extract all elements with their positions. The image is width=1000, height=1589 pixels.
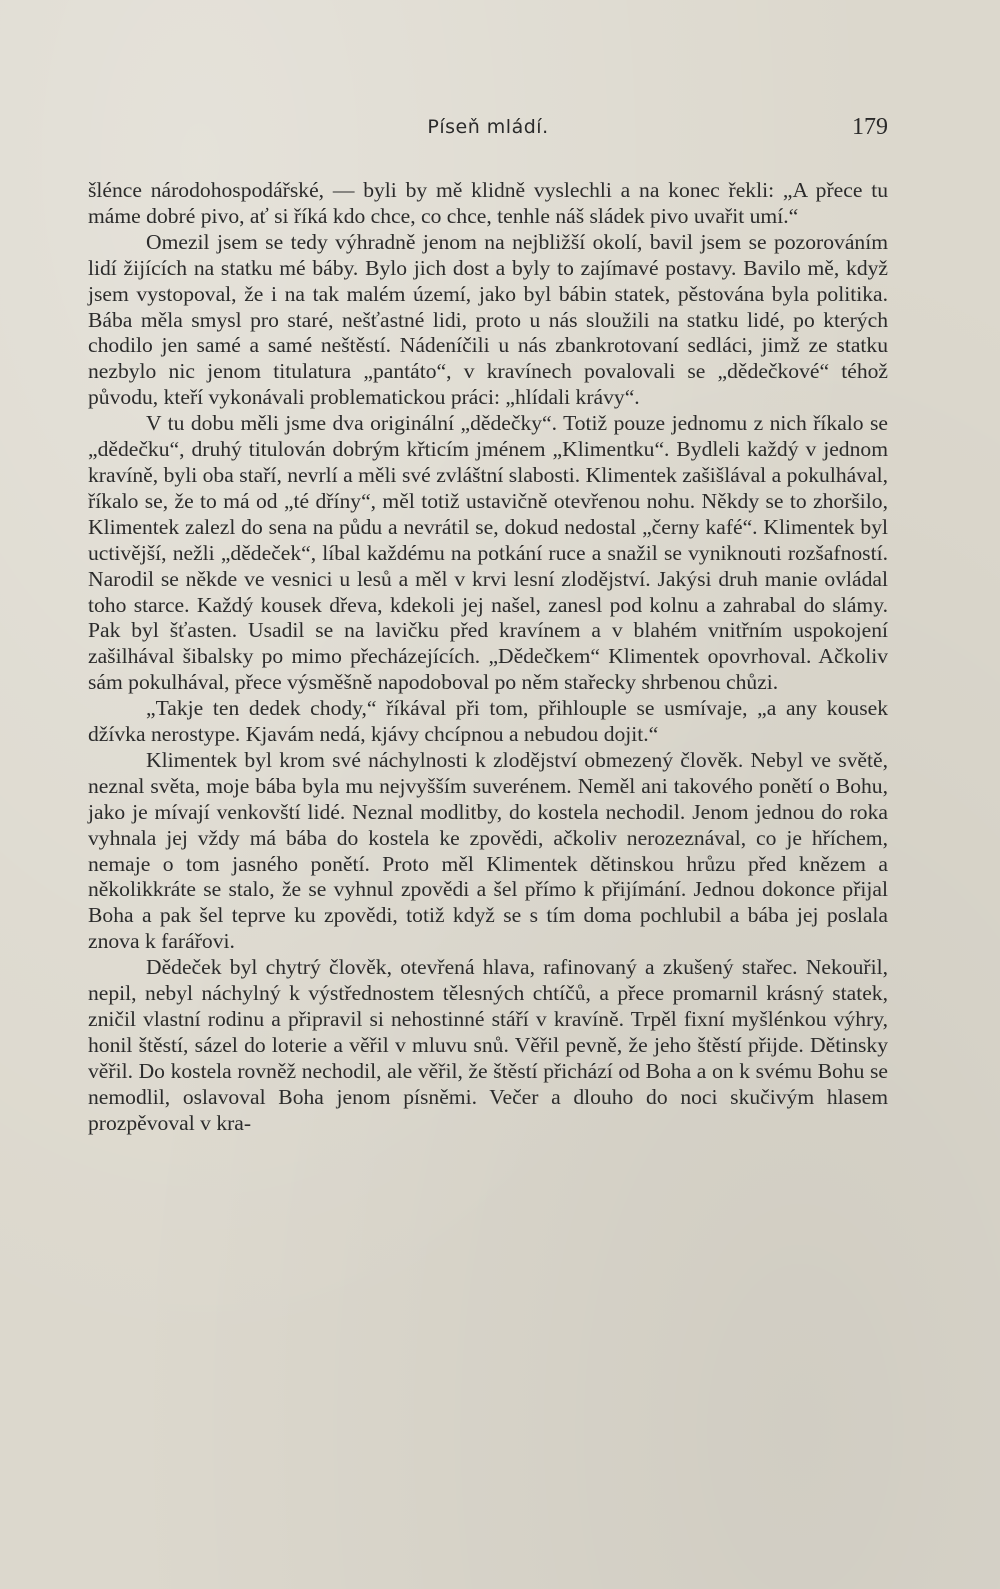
paragraph: V tu dobu měli jsme dva originální „dědečky“. Totiž pouze jednomu z nich říkalo se „dědečku“, druhý titulován dobrým křticím jménem „Klimentku“. Bydleli každý v jednom kravíně, byli oba staří, nevrlí a měli své zvláštní slabosti. Klimentek zašišlával a pokulhával, říkalo se, že to má od „té dříny“, měl totiž ustavičně otevřenou nohu. Někdy se to zhoršilo, Klimentek zalezl do sena na půdu a nevrátil se, dokud nedostal „černy kafé“. Klimentek byl uctivější, nežli „dědeček“, líbal každému na potkání ruce a snažil se vyniknouti rozšafností. Narodil se někde ve vesnici u lesů a měl v krvi lesní zlodějství. Jakýsi druh manie ovládal toho starce. Každý kousek dřeva, kdekoli jej našel, zanesl pod kolnu a zahrabal do slámy. Pak byl šťasten. Usadil se na lavičku před kravínem a v blahém vnitřním uspokojení zašilhával šibalsky po mimo přecházejících. „Dědečkem“ Klimentek opovrhoval. Ačkoliv sám pokulhával, přece výsměšně napodoboval po něm stařecky shrbenou chůzi. — [88, 411, 888, 695]
body-text — [88, 178, 888, 1137]
paragraph: Dědeček byl chytrý člověk, otevřená hlava, rafinovaný a zkušený stařec. Nekouřil, nepil, nebyl náchylný k výstřednostem tělesných chtíčů, a přece promarnil krásný statek, zničil vlastní rodinu a připravil si nehostinné stáří v kravíně. Trpěl fixní myšlénkou výhry, honil štěstí, sázel do loterie a věřil v mluvu snů. Věřil pevně, že jeho štěstí přijde. Dětinsky věřil. Do kostela rovněž nechodil, ale věřil, že štěstí přichází od Boha a on k svému Bohu se nemodlil, oslavoval Boha jenom písněmi. Večer a dlouho do noci skučivým hlasem prozpěvoval v kra- — [88, 955, 888, 1135]
page-header — [88, 112, 888, 148]
paragraph: Klimentek byl krom své náchylnosti k zlodějství obmezený člověk. Nebyl ve světě, neznal světa, moje bába byla mu nejvyšším suverénem. Neměl ani takového ponětí o Bohu, jako je mívají venkovští lidé. Neznal modlitby, do kostela nechodil. Jenom jednou do roka vyhnala jej vždy má bába do kostela ke zpovědi, ačkoliv nerozeznával, co je hříchem, nemaje o tom jasného ponětí. Proto měl Klimentek dětinskou hrůzu před knězem a několikkráte se stalo, že se vyhnul zpovědi a šel přímo k přijímání. Jednou dokonce přijal Boha a pak šel teprve ku zpovědi, totiž když se s tím doma pochlubil a bába jej poslala znova k farářovi. — [88, 747, 888, 954]
page-number: 179 — [852, 114, 888, 140]
paragraph: Omezil jsem se tedy výhradně jenom na nejbližší okolí, bavil jsem se pozorováním lidí žijících na statku mé báby. Bylo jich dost a byly to zajímavé postavy. Bavilo mě, když jsem vystopoval, že i na tak malém území, jako byl bábin statek, pěstována byla politika. Bába měla smysl pro staré, nešťastné lidi, proto u nás sloužili na statku lidé, po kterých chodilo jen samé a samé neštěstí. Nádeníčili u nás zbankrotovaní sedláci, jimž ze statku nezbylo nic jenom titulatura „pantáto“, v kravínech povalovali se „dědečkové“ téhož původu, kteří vykonávali problematickou práci: „hlídali krávy“. — [88, 229, 888, 410]
paragraph: šlénce národohospodářské, — byli by mě klidně vyslechli a na konec řekli: „A přece tu máme dobré pivo, ať si říká kdo chce, co chce, tenhle náš sládek pivo uvařit umí.“ — [88, 178, 888, 228]
running-title: Píseň mládí. — [427, 116, 549, 138]
paragraph: „Takje ten dedek chody,“ říkával při tom, přihlouple se usmívaje, „a any kousek džívka nerostype. Kjavám nedá, kjávy chcípnou a nebudou dojit.“ — [88, 696, 888, 747]
